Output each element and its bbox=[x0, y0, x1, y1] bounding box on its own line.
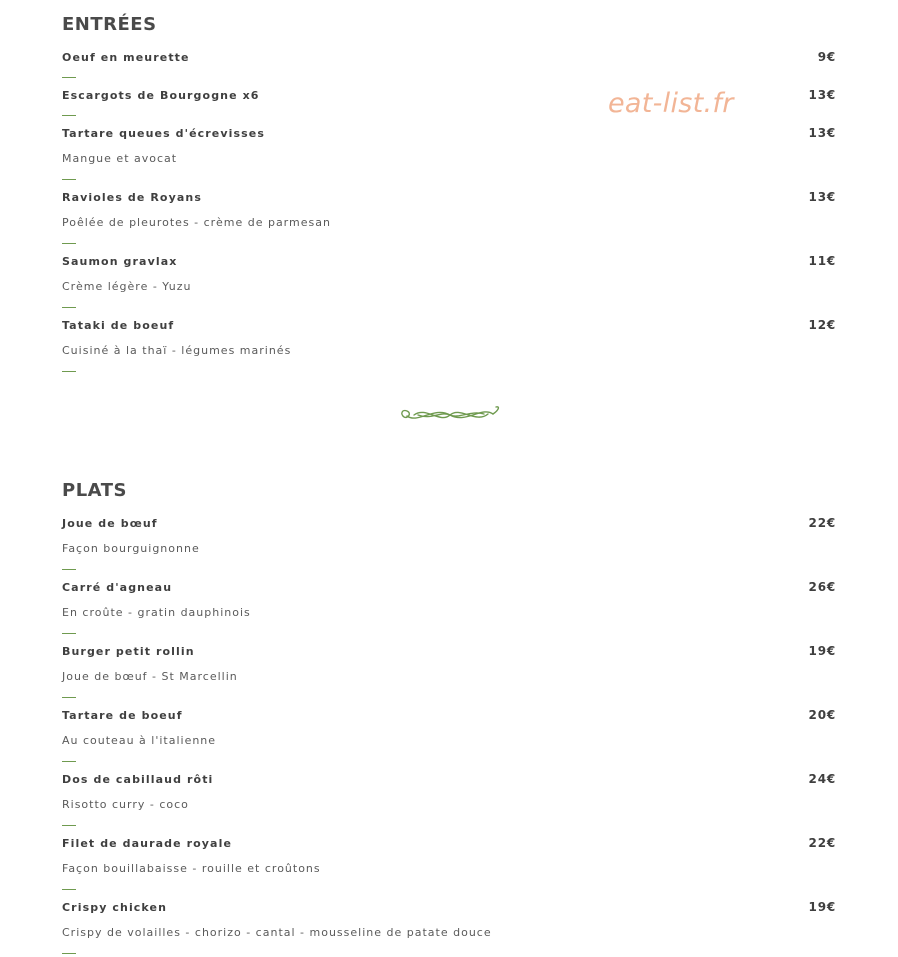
menu-item-header bbox=[62, 84, 836, 106]
menu-item-dash bbox=[62, 889, 76, 890]
menu-item-dash bbox=[62, 569, 76, 570]
menu-item bbox=[62, 768, 836, 826]
menu-item-name: Tartare de boeuf bbox=[62, 709, 183, 722]
menu-item bbox=[62, 122, 836, 180]
menu-item-price: 24€ bbox=[808, 772, 836, 786]
menu-item-price: 20€ bbox=[808, 708, 836, 722]
menu-item bbox=[62, 832, 836, 890]
menu-item bbox=[62, 186, 836, 244]
menu-item-name: Dos de cabillaud rôti bbox=[62, 773, 214, 786]
section-plats bbox=[62, 476, 836, 954]
menu-item-dash bbox=[62, 697, 76, 698]
menu-item-header bbox=[62, 512, 836, 534]
menu-item-name: Escargots de Bourgogne x6 bbox=[62, 89, 260, 102]
menu-item bbox=[62, 512, 836, 570]
menu-item bbox=[62, 250, 836, 308]
menu-item-name: Saumon gravlax bbox=[62, 255, 178, 268]
menu-item-price: 11€ bbox=[808, 254, 836, 268]
section-title-entrees: ENTRÉES bbox=[62, 14, 157, 35]
menu-item bbox=[62, 576, 836, 634]
menu-item-dash bbox=[62, 761, 76, 762]
section-title-plats: PLATS bbox=[62, 480, 127, 501]
menu-item bbox=[62, 704, 836, 762]
menu-item-description: Façon bouillabaisse - rouille et croûtons bbox=[62, 862, 321, 875]
menu-item bbox=[62, 314, 836, 372]
menu-item-description: Crispy de volailles - chorizo - cantal - mousseline de patate douce bbox=[62, 926, 492, 939]
menu-item bbox=[62, 46, 836, 78]
menu-item-header bbox=[62, 576, 836, 598]
menu-item-dash bbox=[62, 825, 76, 826]
menu-item-description: Au couteau à l'italienne bbox=[62, 734, 217, 747]
plats-list bbox=[62, 512, 836, 954]
menu-item-name: Tataki de boeuf bbox=[62, 319, 175, 332]
menu-item-dash bbox=[62, 953, 76, 954]
menu-item-header bbox=[62, 314, 836, 336]
menu-item-price: 13€ bbox=[808, 88, 836, 102]
menu-item bbox=[62, 640, 836, 698]
menu-item-name: Crispy chicken bbox=[62, 901, 168, 914]
menu-item-price: 19€ bbox=[808, 900, 836, 914]
menu-item bbox=[62, 84, 836, 116]
menu-item-dash bbox=[62, 307, 76, 308]
menu-item-header bbox=[62, 122, 836, 144]
menu-item-name: Filet de daurade royale bbox=[62, 837, 233, 850]
menu-item-header bbox=[62, 250, 836, 272]
menu-item-header bbox=[62, 896, 836, 918]
menu-item-price: 12€ bbox=[808, 318, 836, 332]
menu-item-name: Joue de bœuf bbox=[62, 517, 158, 530]
menu-item-dash bbox=[62, 633, 76, 634]
menu-item-price: 26€ bbox=[808, 580, 836, 594]
menu-item-price: 22€ bbox=[808, 516, 836, 530]
menu-item-description: Façon bourguignonne bbox=[62, 542, 200, 555]
menu-item-name: Burger petit rollin bbox=[62, 645, 195, 658]
menu-item-price: 19€ bbox=[808, 644, 836, 658]
menu-item-header bbox=[62, 704, 836, 726]
menu-item-name: Oeuf en meurette bbox=[62, 51, 190, 64]
menu-item-name: Tartare queues d'écrevisses bbox=[62, 127, 266, 140]
watermark: eat-list.fr bbox=[608, 88, 734, 119]
menu-item-header bbox=[62, 186, 836, 208]
section-entrees bbox=[62, 10, 836, 372]
menu-item-header bbox=[62, 640, 836, 662]
menu-item-description: Risotto curry - coco bbox=[62, 798, 189, 811]
menu-item-price: 22€ bbox=[808, 836, 836, 850]
menu-item-name: Ravioles de Royans bbox=[62, 191, 202, 204]
menu-item-description: Mangue et avocat bbox=[62, 152, 178, 165]
menu-item-dash bbox=[62, 371, 76, 372]
menu-item-header bbox=[62, 46, 836, 68]
menu-item-price: 13€ bbox=[808, 190, 836, 204]
menu-item-price: 9€ bbox=[817, 50, 836, 64]
menu-item-dash bbox=[62, 77, 76, 78]
menu bbox=[62, 0, 836, 956]
menu-item-description: En croûte - gratin dauphinois bbox=[62, 606, 251, 619]
menu-item bbox=[62, 896, 836, 954]
entrees-list bbox=[62, 46, 836, 372]
menu-item-description: Cuisiné à la thaï - légumes marinés bbox=[62, 344, 292, 357]
menu-item-header bbox=[62, 832, 836, 854]
menu-item-name: Carré d'agneau bbox=[62, 581, 173, 594]
menu-item-price: 13€ bbox=[808, 126, 836, 140]
menu-item-dash bbox=[62, 179, 76, 180]
menu-item-header bbox=[62, 768, 836, 790]
menu-item-dash bbox=[62, 115, 76, 116]
swirl-ornament-icon bbox=[396, 402, 504, 428]
menu-item-dash bbox=[62, 243, 76, 244]
menu-item-description: Crème légère - Yuzu bbox=[62, 280, 192, 293]
menu-item-description: Joue de bœuf - St Marcellin bbox=[62, 670, 238, 683]
menu-item-description: Poêlée de pleurotes - crème de parmesan bbox=[62, 216, 331, 229]
